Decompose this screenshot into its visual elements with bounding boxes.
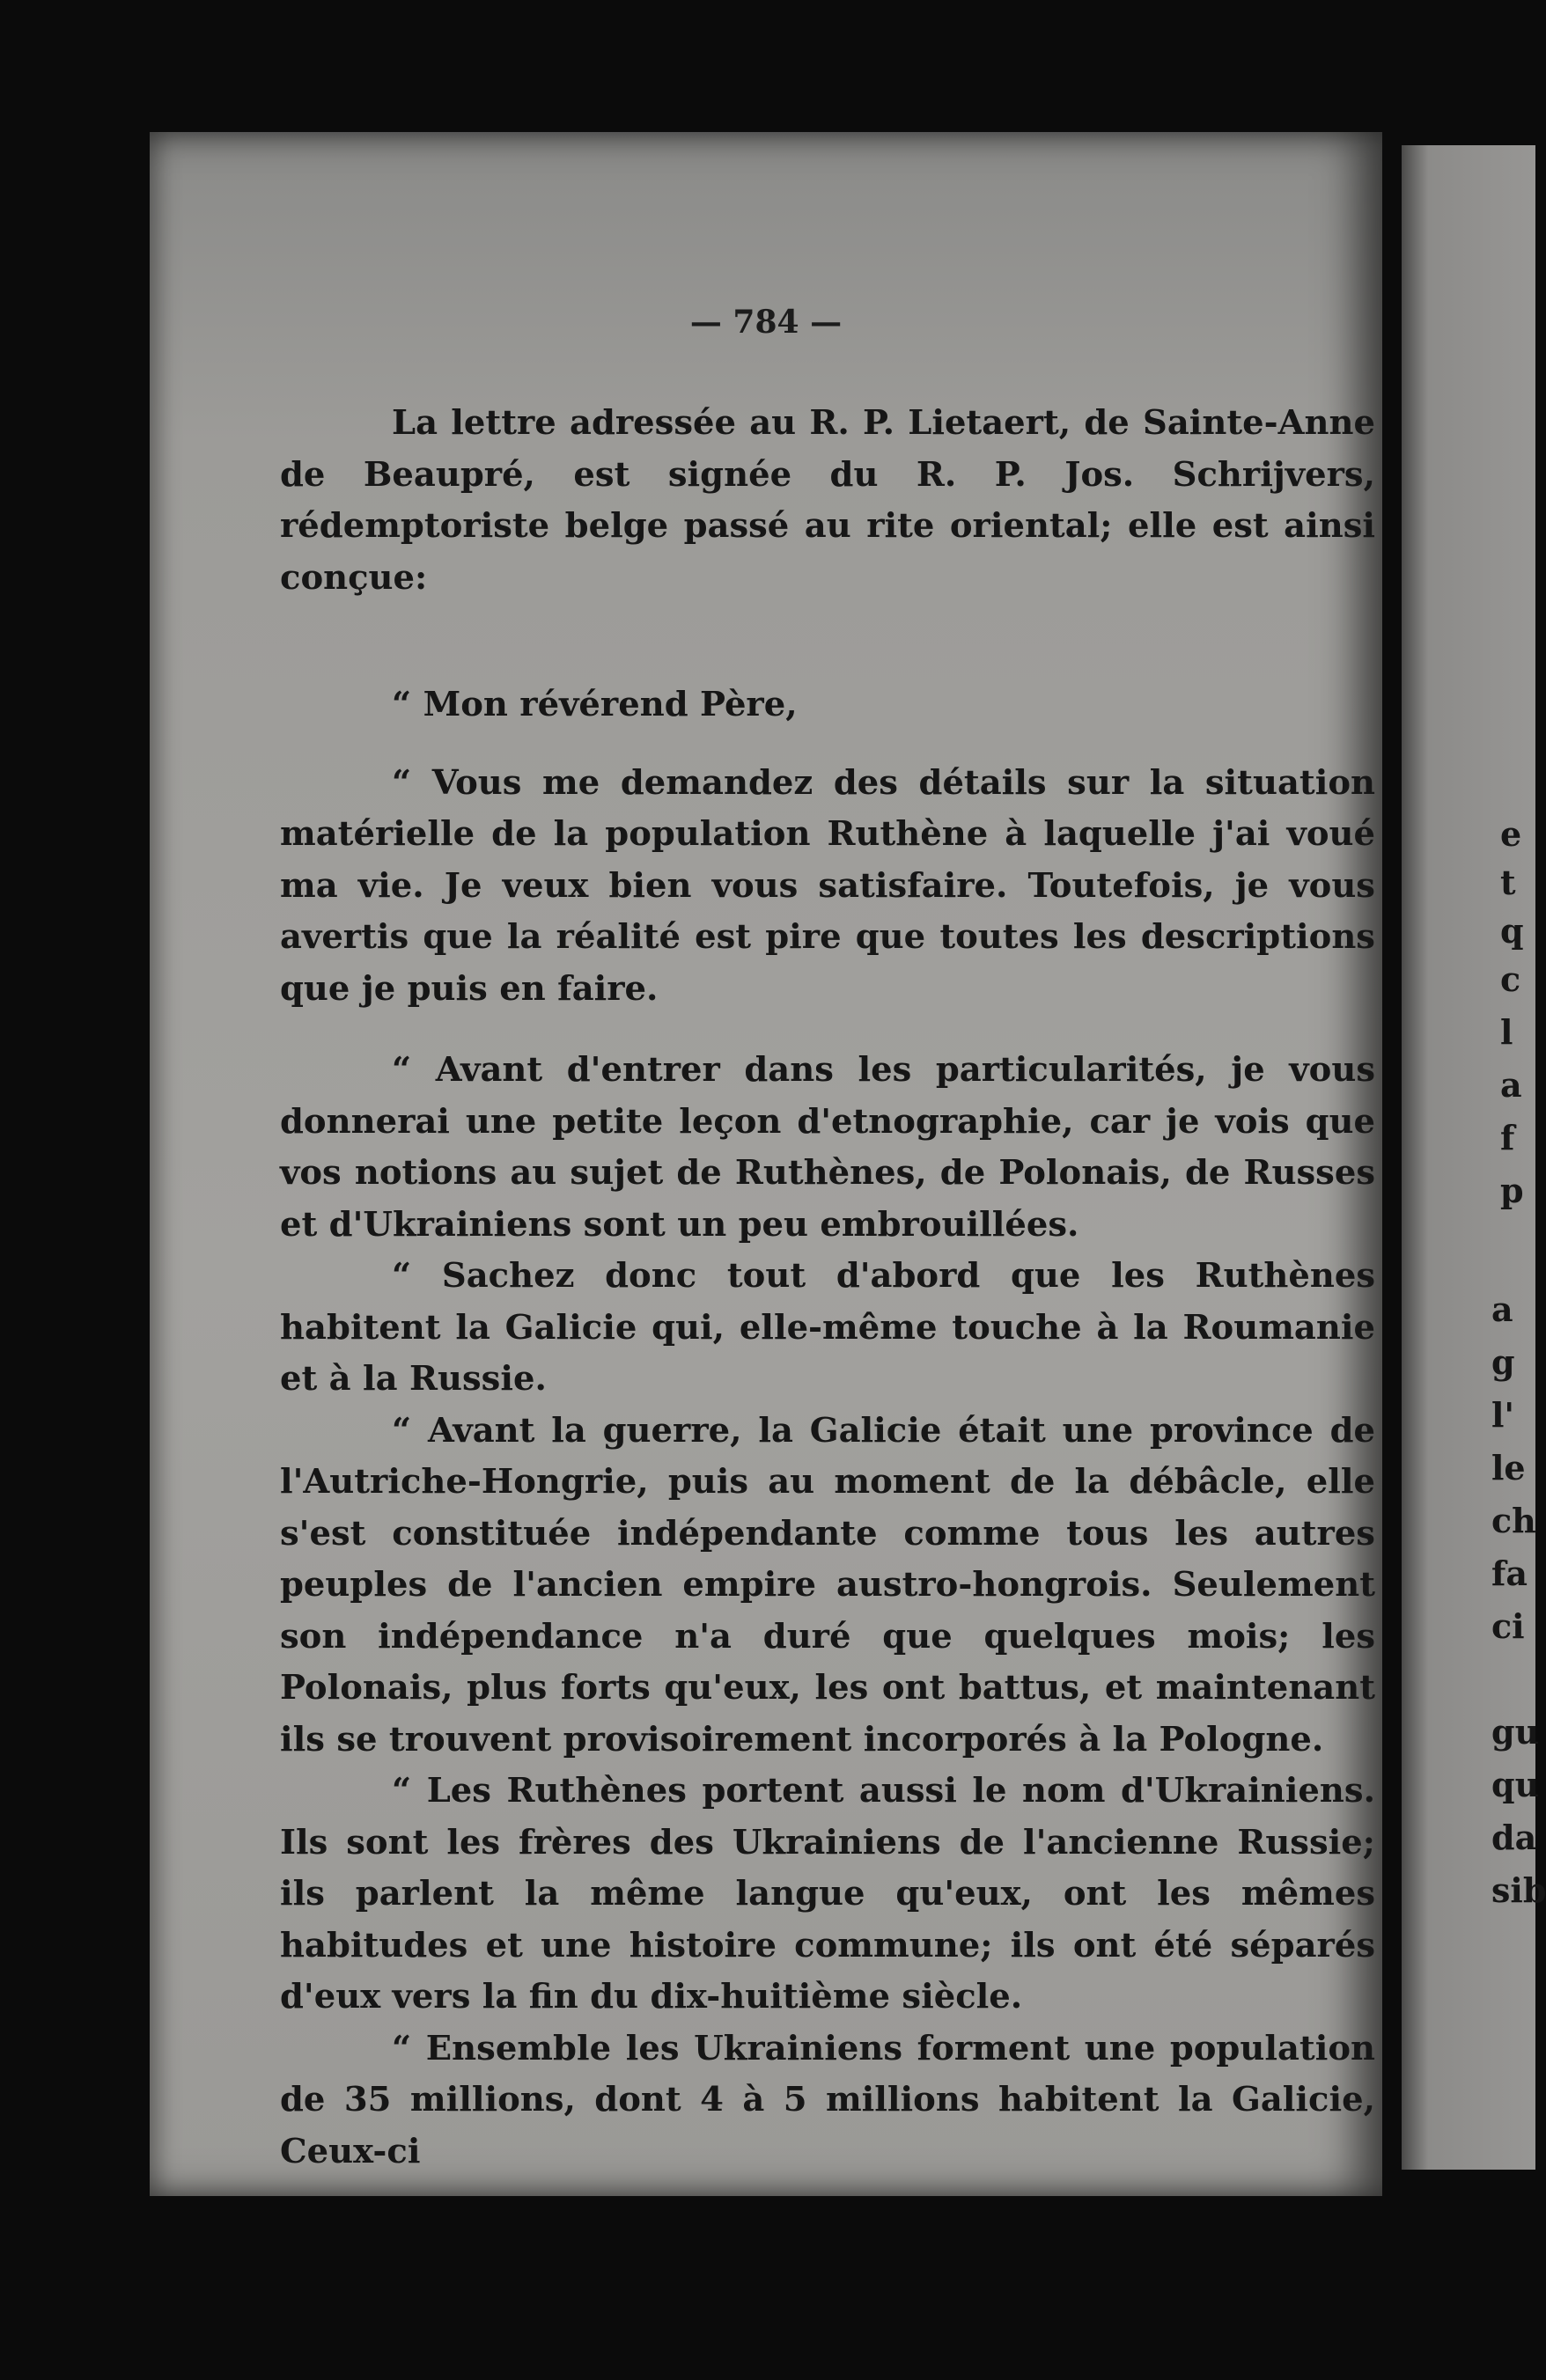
paragraph-details: “ Vous me demandez des détails sur la situation matérielle de la population Ruthène à laquelle j'ai voué ma vie. Je veux bien vous satisfaire. Toutefois, je vous avertis que la réalité est pire que toutes les descriptions que je puis en faire. — [280, 762, 1375, 1009]
facing-fragment: f — [1500, 1118, 1515, 1157]
facing-fragment: fa — [1491, 1554, 1528, 1593]
facing-fragment: q — [1500, 911, 1524, 951]
facing-fragment: sib — [1491, 1870, 1546, 1910]
paragraph-ethnography: “ Avant d'entrer dans les particularités, je vous donnerai une petite leçon d'etnographie, car je vois que vos notions au sujet de Ruthènes, de Polonais, de Russes et d'Ukrainiens sont un peu embrouillées. — [280, 1050, 1375, 1245]
page-number: — 784 — — [689, 304, 843, 341]
paragraph-population: “ Ensemble les Ukrainiens forment une population de 35 millions, dont 4 à 5 millions habitent la Galicie, Ceux-ci — [280, 2028, 1375, 2171]
facing-fragment: qu — [1491, 1765, 1540, 1804]
facing-fragment: l' — [1491, 1395, 1515, 1435]
facing-fragment: le — [1491, 1448, 1526, 1488]
facing-fragment: l — [1500, 1012, 1513, 1052]
facing-fragment: a — [1491, 1289, 1513, 1329]
facing-fragment: a — [1500, 1065, 1522, 1105]
paragraph-intro: La lettre adressée au R. P. Lietaert, de Sainte-Anne de Beaupré, est signée du R. P. Jos. Schrijvers, rédemptoriste belge passé au rite oriental; elle est ainsi conçue: — [280, 403, 1375, 598]
facing-fragment: c — [1500, 959, 1521, 999]
facing-fragment: g — [1491, 1342, 1515, 1382]
page-body — [280, 398, 1375, 2178]
facing-fragment: e — [1500, 814, 1522, 854]
paragraph-salutation: “ Mon révérend Père, — [392, 685, 798, 724]
facing-fragment: ch — [1491, 1501, 1536, 1540]
paragraph-ukrainians: “ Les Ruthènes portent aussi le nom d'Ukrainiens. Ils sont les frères des Ukrainiens de l'ancienne Russie; ils parlent la même langue qu'eux, ont les mêmes habitudes et une histoire commune; ils ont été séparés d'eux vers la fin du dix-huitième siècle. — [280, 1771, 1375, 2016]
paragraph-war: “ Avant la guerre, la Galicie était une province de l'Autriche-Hongrie, puis au moment de la débâcle, elle s'est constituée indépendante comme tous les autres peuples de l'ancien empire austro-hongrois. Seulement son indépendance n'a duré que quelques mois; les Polonais, plus forts qu'eux, les ont battus, et maintenant ils se trouvent provisoirement incorporés à la Pologne. — [280, 1410, 1375, 1759]
book-page — [150, 132, 1382, 2196]
facing-fragment: da — [1491, 1818, 1537, 1857]
paragraph-galicia: “ Sachez donc tout d'abord que les Ruthènes habitent la Galicie qui, elle-même touche à la Roumanie et à la Russie. — [280, 1256, 1375, 1399]
facing-page-edge — [1402, 145, 1546, 2170]
facing-fragment: p — [1500, 1171, 1524, 1210]
facing-fragment: t — [1500, 863, 1516, 902]
facing-fragment: ci — [1491, 1606, 1525, 1646]
facing-fragment: gu — [1491, 1712, 1540, 1752]
